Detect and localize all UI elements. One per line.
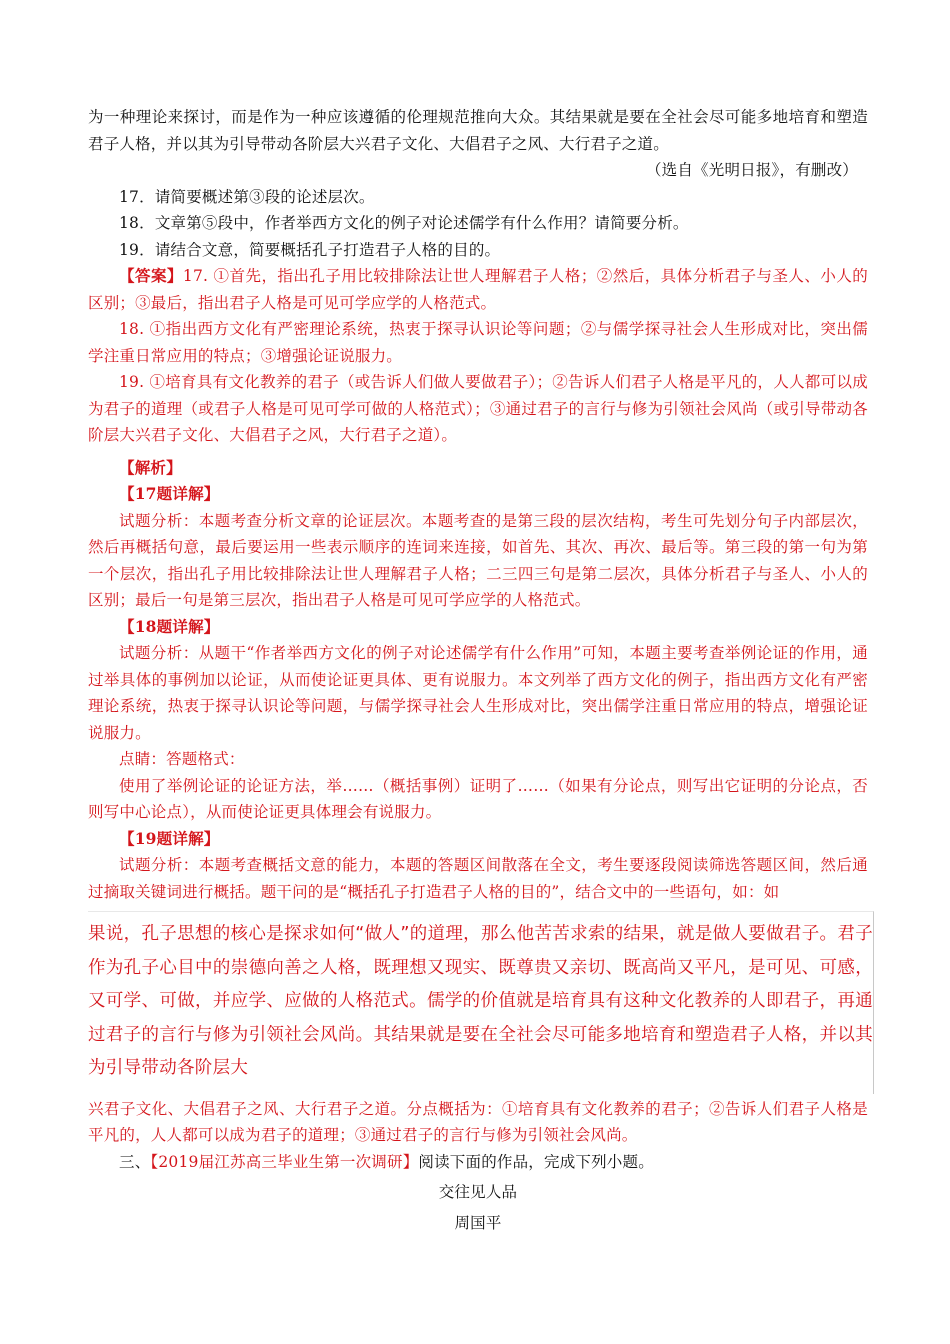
pasted-quote-image (88, 911, 874, 1094)
analysis-18-text: 试题分析：从题干“作者举西方文化的例子对论述儒学有什么作用”可知，本题主要考查举例论证的作用，通过举具体的事例加以论证，从而使论证更具体、更有说服力。本文列举了西方文化的例子，指出西方文化有严密理论系统，热衷于探寻认识论等问题，与儒学探寻社会人生形成对比，突出儒学注重日常应用的特点，增强论证说服力。 (88, 644, 868, 742)
section-3-source: 【2019届江苏高三毕业生第一次调研】 (150, 1152, 419, 1171)
answer-label: 【答案】 (119, 266, 183, 285)
passage-text: 为一种理论来探讨，而是作为一种应该遵循的伦理规范推向大众。其结果就是要在全社会尽可能多地培育和塑造君子人格，并以其为引导带动各阶层大兴君子文化、大倡君子之风、大行君子之道。 (88, 108, 868, 153)
analysis-19-heading: 【19题详解】 (119, 828, 220, 848)
passage-source: （选自《光明日报》，有删改） (645, 161, 858, 179)
answer-17-text: 17. ①首先，指出孔子用比较排除法让世人理解君子人格；②然后，具体分析君子与圣人、小人的区别；③最后，指出君子人格是可见可学应学的人格范式。 (88, 267, 868, 312)
answer-18: 18. ①指出西方文化有严密理论系统，热衷于探寻认识论等问题；②与儒学探寻社会人生形成对比，突出儒学注重日常应用的特点；③增强论证说服力。 (88, 320, 868, 365)
analysis-17-text: 试题分析：本题考查分析文章的论证层次。本题考查的是第三段的层次结构，考生可先划分句子内部层次，然后再概括句意，最后要运用一些表示顺序的连词来连接，如首先、其次、再次、最后等。第三段的第一句为第一个层次，指出孔子用比较排除法让世人理解君子人格；二三四三句是第二层次，具体分析君子与圣人、小人的区别；最后一句是第三层次，指出君子人格是可见可学应学的人格范式。 (88, 511, 868, 609)
tip-label: 点睛：答题格式： (119, 750, 245, 768)
tip-text: 使用了举例论证的论证方法，举……（概括事例）证明了……（如果有分论点，则写出它证明的分论点，否则写中心论点），从而使论证更具体理会有说服力。 (88, 776, 868, 821)
answer-17 (88, 263, 868, 316)
section-3-instruction: 阅读下面的作品，完成下列小题。 (418, 1152, 654, 1171)
question-17: 17．请简要概述第③段的论述层次。 (119, 187, 375, 206)
document-page (88, 104, 873, 1237)
section-3-intro (88, 1149, 868, 1176)
section-3-prefix: 三、 (119, 1152, 151, 1171)
analysis-18-heading: 【18题详解】 (119, 616, 220, 636)
question-19: 19．请结合文意，简要概括孔子打造君子人格的目的。 (119, 240, 501, 259)
analysis-19-conclusion: 兴君子文化、大倡君子之风、大行君子之道。分点概括为：①培育具有文化教养的君子；②告诉人们君子人格是平凡的，人人都可以成为君子的道理；③通过君子的言行与修为引领社会风尚。 (88, 1099, 868, 1144)
question-18: 18．文章第⑤段中，作者举西方文化的例子对论述儒学有什么作用？请简要分析。 (119, 214, 689, 232)
article-title: 交往见人品 (438, 1183, 518, 1201)
analysis-label: 【解析】 (119, 457, 182, 477)
article-author: 周国平 (454, 1214, 502, 1232)
analysis-17-heading: 【17题详解】 (119, 484, 220, 503)
analysis-19-text: 试题分析：本题考查概括文意的能力，本题的答题区间散落在全文，考生要逐段阅读筛选答题区间，然后通过摘取关键词进行概括。题干问的是“概括孔子打造君子人格的目的”，结合文中的一些语句，如：如 (88, 856, 868, 901)
answer-19: 19. ①培育具有文化教养的君子（或告诉人们做人要做君子）；②告诉人们君子人格是平凡的，人人都可以成为君子的道理（或君子人格是可见可学可做的人格范式）；③通过君子的言行与修为引领社会风尚（或引导带动各阶层大兴君子文化、大倡君子之风，大行君子之道）。 (88, 373, 868, 444)
pasted-quote-text: 果说，孔子思想的核心是探求如何“做人”的道理，那么他苦苦求索的结果，就是做人要做君子。君子作为孔子心目中的崇德向善之人格，既理想又现实、既尊贵又亲切、既高尚又平凡，是可见、可感，又可学、可做，并应学、应做的人格范式。儒学的价值就是培育具有这种文化教养的人即君子，再通过君子的言行与修为引领社会风尚。其结果就是要在全社会尽可能多地培育和塑造君子人格，并以其为引导带动各阶层大 (88, 924, 873, 1078)
